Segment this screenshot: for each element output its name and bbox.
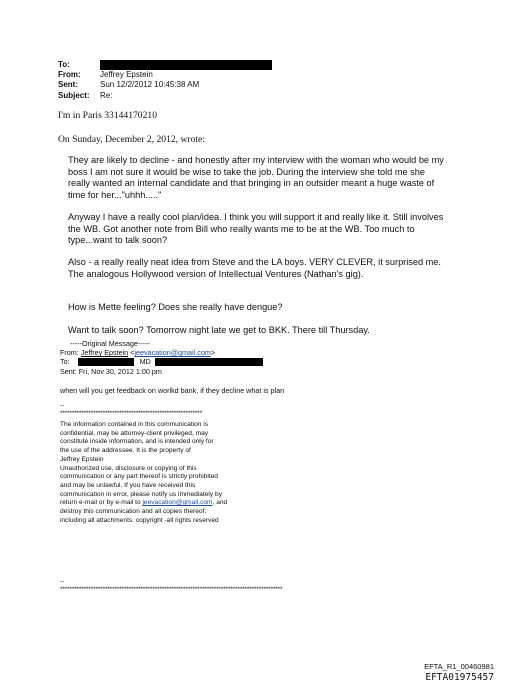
redaction-bar [78,358,134,366]
to-row [58,60,272,70]
original-from-label: From: [60,348,79,357]
quoted-paragraph-2 [68,212,448,247]
reply-line: I'm in Paris 33144170210 [58,110,157,121]
quoted-paragraph-1 [68,155,448,201]
from-value: Jeffrey Epstein [100,70,153,80]
disclaimer-line: confidential, may be attorney-client privileged, may [60,429,209,437]
disclaimer-line: Jeffrey Epstein [60,455,104,463]
paragraph-text: Want to talk soon? Tomorrow night late we get to BKK. There till Thursday. [68,325,370,335]
redaction-bar [155,358,263,366]
to-label: To: [58,60,70,69]
original-to-suffix: MD [139,357,151,366]
disclaimer-block [60,421,227,525]
sent-row [58,80,272,90]
disclaimer-line: The information contained in this communication is [60,421,209,428]
star-separator: ************************************************************ [60,410,202,417]
paragraph-text: Anyway I have a really cool plan/idea. I think you will support it and really like it. Still involves the WB. Got another note from Bill who really wants me to be at the WB. Too much to type...want to talk soon? [68,212,444,245]
paragraph-text: How is Mette feeling? Does she really have dengue? [68,302,283,312]
subject-value: Re: [100,90,113,100]
disclaimer-line: including all attachments. copyright -all rights reserved [60,516,219,524]
disclaimer-email-prefix: return e-mail or by e-mail to [60,499,143,507]
disclaimer-line: the use of the addressee. It is the property of [60,447,191,455]
dash-separator: -- [60,402,65,409]
disclaimer-line: Unauthorized use, disclosure or copying of this [60,464,197,472]
disclaimer-email-suffix: , and [212,499,228,507]
disclaimer-email-link[interactable]: jeevacation@gmail.com [142,499,213,507]
paragraph-text: Also - a really really neat idea from Steve and the LA boys. VERY CLEVER, it surprised me. The analogous Hollywood version of Intellectual Ventures (Nathan's gig). [68,257,441,279]
dash-separator: -- [60,578,65,585]
disclaimer-line: communication in error, please notify us immediately by [60,490,222,498]
subject-row [58,91,272,101]
star-separator: ********************************************************************************************** [60,586,283,593]
sent-label: Sent: [58,80,78,90]
redaction-bar [100,60,272,70]
original-to-label: To: [60,357,70,366]
email-header [58,60,272,101]
original-separator: -----Original Message----- [70,339,150,348]
disclaimer-email-line [60,499,227,508]
disclaimer-line: communication or any part thereof is strictly prohibited [60,473,218,481]
original-to-row [60,357,263,366]
quoted-paragraph-4 [68,302,448,314]
footer-id-1: EFTA_R1_00460981 [424,662,494,671]
original-sent: Sent: Fri, Nov 30, 2012 1:00 pm [60,367,162,376]
quoted-paragraph-3 [68,257,448,280]
sent-value: Sun 12/2/2012 10:45:38 AM [100,80,200,90]
disclaimer-line: constitute inside information, and is intended only for [60,438,214,446]
original-from-email[interactable]: jeevacation@gmail.com [134,348,211,357]
subject-label: Subject: [58,90,90,100]
quote-intro: On Sunday, December 2, 2012, wrote: [58,134,205,145]
disclaimer-line: destroy this communication and all copies thereof, [60,508,207,516]
footer-id-2: EFTA01975457 [425,672,494,683]
disclaimer-line: and may be unlawful. If you have received this [60,481,196,489]
original-body: when will you get feedback on worlkd bank, if they decline what is plan [60,386,285,395]
original-from-name: Jeffrey Epstein [80,348,129,357]
quoted-paragraph-5 [68,325,448,337]
from-row [58,70,272,80]
original-from-row: From: Jeffrey Epstein <jeevacation@gmail.com> [60,348,216,357]
from-label: From: [58,70,81,80]
paragraph-text: They are likely to decline - and honestly after my interview with the woman who would be my boss I am not sure it would be wise to take the job. During the interview she told me she really wanted an internal candidate and that bringing in an outsider meant a huge waste of time for her..."uhhh....." [68,155,444,200]
